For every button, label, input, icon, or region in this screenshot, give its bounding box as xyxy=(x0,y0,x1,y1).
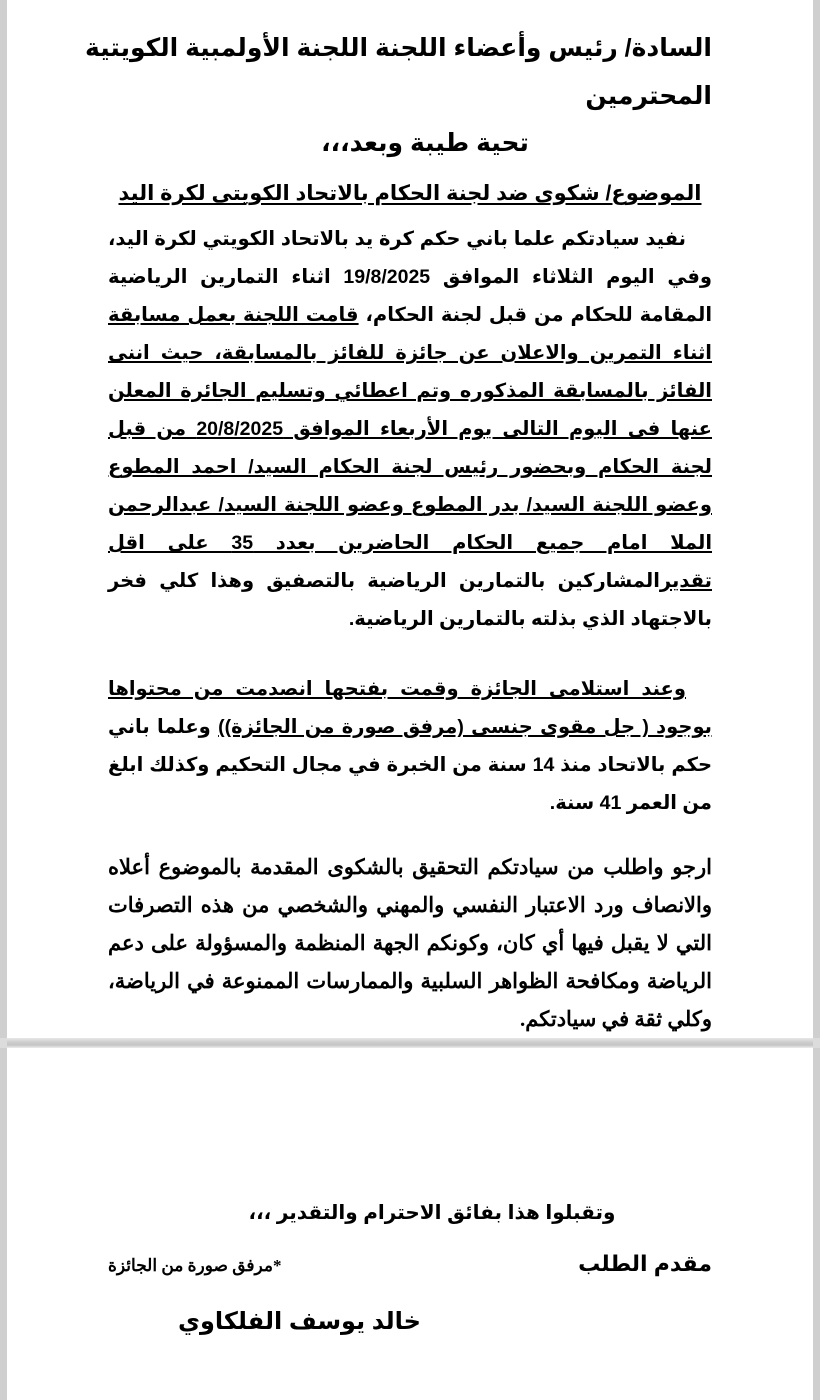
signer-name: خالد يوسف الفلكاوي xyxy=(178,1308,421,1335)
page-1-content xyxy=(7,0,813,1038)
paragraph-1-plain-before: نفيد سيادتكم علما باني حكم كرة يد بالاتحاد الكويتي لكرة اليد، وفي اليوم الثلاثاء الموافق 19/8/2025 اثناء التمارين الرياضية المقامة للحكام من قبل لجنة الحكام، xyxy=(108,228,713,327)
body-paragraph-2 xyxy=(108,656,712,822)
closing-line: وتقبلوا هذا بفائق الاحترام والتقدير ،،، xyxy=(248,1202,616,1224)
signature-block xyxy=(108,1225,712,1277)
subject-line xyxy=(108,182,712,206)
paragraph-spacer-1 xyxy=(108,638,712,656)
recipient-line-1: السادة/ رئيس وأعضاء اللجنة اللجنة الأولمبية الكويتية xyxy=(85,34,712,62)
recipient-line-2: المحترمين xyxy=(585,82,712,110)
document-page-2 xyxy=(0,1048,820,1400)
attachment-note: *مرفق صورة من الجائزة xyxy=(108,1256,282,1275)
paragraph-spacer-2 xyxy=(108,822,712,848)
signer-label: مقدم الطلب xyxy=(578,1251,712,1276)
page-divider xyxy=(0,1038,820,1048)
paragraph-2-plain-after: وعلما باني حكم بالاتحاد منذ 14 سنة من الخبرة في مجال التحكيم وكذلك ابلغ من العمر 41 سنة. xyxy=(108,716,712,815)
paragraph-3-text: ارجو واطلب من سيادتكم التحقيق بالشكوى المقدمة بالموضوع أعلاه والانصاف ورد الاعتبار النفسي والمهني والشخصي من هذه التصرفات التي لا يقبل فيها أي كان، وكونكم الجهة المنظمة والمسؤولة على دعم الرياضة ومكافحة الظواهر السلبية والممارسات الممنوعة في الرياضة، وكلي ثقة في سيادتكم. xyxy=(108,855,712,1032)
paragraph-1-plain-after: المشاركين بالتمارين الرياضية بالتصفيق وهذا كلي فخر بالاجتهاد الذي بذلته بالتمارين الرياضية. xyxy=(108,570,712,631)
paragraph-2-underlined: وعند استلامى الجائزة وقمت بفتحها انصدمت من محتواها بوجود ( جل مقوى جنسى (مرفق صورة من الجائزة)) xyxy=(108,678,712,739)
body-paragraph-3 xyxy=(108,848,712,1038)
body-paragraph-1 xyxy=(108,206,712,638)
paragraph-1-underlined: قامت اللجنة بعمل مسابقة اثناء التمرين والاعلان عن جائزة للفائز بالمسابقة، حيث اننى الفائز بالمسابقة المذكوره وتم اعطائي وتسليم الجائرة المعلن عنها فى اليوم التالى يوم الأربعاء الموافق 20/8/2025 من قبل لجنة الحكام وبحضور رئيس لجنة الحكام السيد/ احمد المطوع وعضو اللجنة السيد/ بدر المطوع وعضو اللجنة السيد/ عبدالرحمن الملا امام جميع الحكام الحاضرين بعدد 35 على اقل تقدير xyxy=(108,304,713,593)
greeting-line: تحية طيبة وبعد،،، xyxy=(321,129,529,157)
page-2-content xyxy=(7,1048,813,1336)
subject-text: الموضوع/ شكوى ضد لجنة الحكام بالاتحاد الكويتى لكرة اليد xyxy=(118,182,702,205)
